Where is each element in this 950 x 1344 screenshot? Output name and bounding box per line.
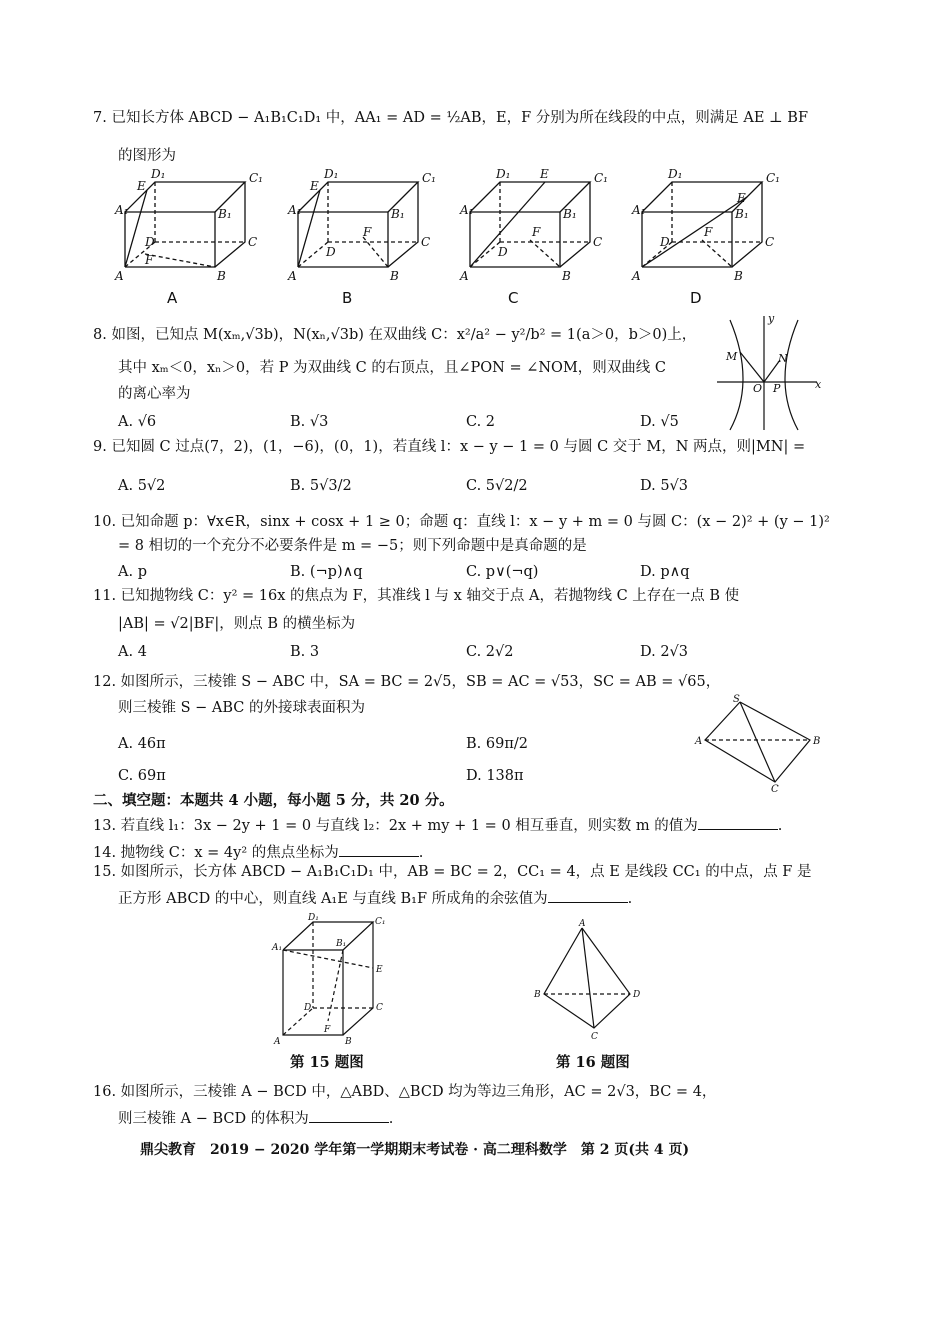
svg-text:A₁: A₁ — [272, 943, 283, 953]
svg-text:E: E — [310, 179, 319, 193]
q8-line3: 的离心率为 — [118, 386, 191, 402]
q10-line1: 10. 已知命题 p：∀x∈R，sinx + cosx + 1 ≥ 0；命题 q：直线 l：x − y + m = 0 与圆 C：(x − 2)² + (y − 1)² — [93, 514, 830, 530]
q7-line1: 7. 已知长方体 ABCD − A₁B₁C₁D₁ 中，AA₁ = AD = ½AB，E，F 分别为所在线段的中点，则满足 AE ⊥ BF — [93, 110, 809, 126]
q7-option-b-label: B — [342, 289, 353, 307]
q16-line2: 则三棱锥 A − BCD 的体积为 . — [118, 1108, 393, 1129]
q8-line1: 8. 如图，已知点 M(xₘ,√3b)，N(xₙ,√3b) 在双曲线 C：x²/a² − y²/b² = 1(a＞0，b＞0)上， — [93, 327, 697, 343]
svg-text:D₁: D₁ — [151, 167, 166, 181]
svg-text:A: A — [579, 919, 586, 929]
q8-option-a: A. √6 — [118, 414, 157, 430]
fig16-tetrahedron — [532, 919, 642, 1042]
q7-figure-c — [460, 167, 620, 283]
q7-line2: 的图形为 — [118, 148, 176, 164]
svg-text:D: D — [326, 245, 336, 259]
fig16-caption: 第 16 题图 — [556, 1054, 630, 1071]
q11-option-d: D. 2√3 — [640, 644, 689, 660]
svg-text:D₁: D₁ — [308, 913, 319, 923]
q13-line: 13. 若直线 l₁：3x − 2y + 1 = 0 与直线 l₂：2x + my + 1 = 0 相互垂直，则实数 m 的值为 . — [93, 815, 782, 836]
q11-line1: 11. 已知抛物线 C：y² = 16x 的焦点为 F，其准线 l 与 x 轴交于点 A，若抛物线 C 上存在一点 B 使 — [93, 588, 740, 604]
svg-text:D: D — [304, 1003, 312, 1013]
svg-text:C₁: C₁ — [594, 171, 608, 185]
svg-text:C: C — [376, 1003, 383, 1013]
q12-line2: 则三棱锥 S − ABC 的外接球表面积为 — [118, 700, 366, 716]
q15-line2: 正方形 ABCD 的中心，则直线 A₁E 与直线 B₁F 所成角的余弦值为 . — [118, 888, 632, 909]
q12-option-b: B. 69π/2 — [466, 736, 528, 752]
svg-text:B: B — [734, 269, 743, 283]
q10-option-a: A. p — [118, 564, 147, 580]
q7-option-a-label: A — [167, 289, 178, 307]
svg-text:B₁: B₁ — [336, 939, 347, 949]
q16-line1: 16. 如图所示，三棱锥 A − BCD 中，△ABD、△BCD 均为等边三角形，AC = 2√3，BC = 4， — [93, 1084, 717, 1100]
q7-figure-b — [288, 167, 448, 283]
svg-text:C₁: C₁ — [422, 171, 436, 185]
svg-text:D: D — [633, 990, 641, 1000]
svg-text:C: C — [771, 784, 779, 795]
svg-text:C₁: C₁ — [375, 917, 386, 927]
q16-answer-blank[interactable] — [309, 1108, 389, 1123]
q11-line2: |AB| = √2|BF|，则点 B 的横坐标为 — [118, 616, 356, 632]
fig15-caption: 第 15 题图 — [290, 1054, 364, 1071]
svg-text:A: A — [460, 269, 469, 283]
q15-line2-text: 正方形 ABCD 的中心，则直线 A₁E 与直线 B₁F 所成角的余弦值为 — [118, 891, 548, 907]
svg-text:B: B — [534, 990, 541, 1000]
q9-option-a: A. 5√2 — [118, 478, 166, 494]
svg-text:O: O — [753, 382, 763, 395]
q10-option-d: D. p∧q — [640, 564, 690, 580]
svg-text:D₁: D₁ — [324, 167, 339, 181]
svg-text:B: B — [345, 1037, 352, 1047]
q8-option-b: B. √3 — [290, 414, 329, 430]
svg-text:D: D — [660, 235, 670, 249]
svg-text:C₁: C₁ — [766, 171, 780, 185]
svg-text:A₁: A₁ — [632, 203, 646, 217]
q12-option-c: C. 69π — [118, 768, 166, 784]
svg-text:B₁: B₁ — [735, 207, 749, 221]
q11-option-c: C. 2√2 — [466, 644, 514, 660]
q12-line1: 12. 如图所示，三棱锥 S − ABC 中，SA = BC = 2√5，SB = AC = √53，SC = AB = √65， — [93, 674, 721, 690]
q8-hyperbola-figure — [712, 312, 822, 432]
svg-text:A₁: A₁ — [460, 203, 474, 217]
q7-figure-d — [632, 167, 792, 283]
q11-option-a: A. 4 — [118, 644, 147, 660]
q7-option-d-label: D — [690, 289, 702, 307]
svg-text:B₁: B₁ — [391, 207, 405, 221]
svg-text:B: B — [813, 736, 821, 747]
q10-option-c: C. p∨(¬q) — [466, 564, 539, 580]
svg-text:A: A — [274, 1037, 281, 1047]
q9-option-d: D. 5√3 — [640, 478, 689, 494]
q12-tetrahedron-figure — [695, 694, 825, 795]
svg-text:D: D — [498, 245, 508, 259]
q12-option-d: D. 138π — [466, 768, 524, 784]
q13-answer-blank[interactable] — [698, 815, 778, 830]
svg-text:A: A — [632, 269, 641, 283]
svg-text:B: B — [390, 269, 399, 283]
svg-text:F: F — [324, 1025, 331, 1035]
svg-text:F: F — [532, 225, 541, 239]
svg-text:F: F — [363, 225, 372, 239]
q16-line2-text: 则三棱锥 A − BCD 的体积为 — [118, 1111, 309, 1127]
svg-text:A₁: A₁ — [115, 203, 129, 217]
q14-line: 14. 抛物线 C：x = 4y² 的焦点坐标为 . — [93, 842, 423, 863]
svg-text:D: D — [145, 235, 155, 249]
svg-text:N: N — [778, 352, 788, 365]
svg-text:A₁: A₁ — [288, 203, 302, 217]
svg-text:x: x — [815, 378, 822, 391]
q11-option-b: B. 3 — [290, 644, 320, 660]
q15-answer-blank[interactable] — [548, 888, 628, 903]
svg-text:M: M — [726, 350, 738, 363]
svg-text:C: C — [765, 235, 775, 249]
svg-text:A: A — [115, 269, 124, 283]
q8-line2: 其中 xₘ＜0，xₙ＞0，若 P 为双曲线 C 的右顶点，且∠PON = ∠NOM，则双曲线 C — [118, 360, 666, 376]
svg-text:B₁: B₁ — [563, 207, 577, 221]
q7-option-c-label: C — [508, 289, 519, 307]
svg-text:D₁: D₁ — [496, 167, 511, 181]
svg-text:C₁: C₁ — [249, 171, 263, 185]
svg-text:C: C — [591, 1032, 598, 1042]
page-footer: 鼎尖教育 2019 − 2020 学年第一学期期末考试卷 · 高二理科数学 第 2 页(共 4 页) — [140, 1142, 690, 1158]
q9-line1: 9. 已知圆 C 过点(7，2)，(1，−6)，(0，1)，若直线 l：x − y − 1 = 0 与圆 C 交于 M，N 两点，则|MN| = — [93, 439, 806, 455]
q12-option-a: A. 46π — [118, 736, 166, 752]
svg-text:C: C — [421, 235, 431, 249]
svg-text:y: y — [768, 312, 775, 325]
svg-text:F: F — [145, 253, 154, 267]
svg-text:S: S — [733, 694, 740, 705]
svg-text:B: B — [562, 269, 571, 283]
fig15-cuboid — [268, 910, 408, 1045]
svg-text:B: B — [217, 269, 226, 283]
svg-text:A: A — [695, 736, 703, 747]
q13-text: 13. 若直线 l₁：3x − 2y + 1 = 0 与直线 l₂：2x + my + 1 = 0 相互垂直，则实数 m 的值为 — [93, 818, 698, 834]
svg-text:C: C — [593, 235, 603, 249]
q10-line2: = 8 相切的一个充分不必要条件是 m = −5；则下列命题中是真命题的是 — [118, 538, 587, 554]
svg-text:A: A — [288, 269, 297, 283]
q9-option-c: C. 5√2/2 — [466, 478, 528, 494]
svg-text:F: F — [704, 225, 713, 239]
svg-text:D₁: D₁ — [668, 167, 683, 181]
svg-text:E: E — [137, 179, 146, 193]
q10-option-b: B. (¬p)∧q — [290, 564, 363, 580]
q14-answer-blank[interactable] — [339, 842, 419, 857]
q9-option-b: B. 5√3/2 — [290, 478, 352, 494]
q8-option-d: D. √5 — [640, 414, 679, 430]
svg-text:E: E — [376, 965, 383, 975]
svg-text:B₁: B₁ — [218, 207, 232, 221]
section-2-heading: 二、填空题：本题共 4 小题，每小题 5 分，共 20 分。 — [93, 792, 454, 809]
svg-text:E: E — [737, 191, 746, 205]
svg-text:C: C — [248, 235, 258, 249]
svg-text:P: P — [773, 382, 781, 395]
q14-text: 14. 抛物线 C：x = 4y² 的焦点坐标为 — [93, 845, 339, 861]
q15-line1: 15. 如图所示，长方体 ABCD − A₁B₁C₁D₁ 中，AB = BC = 2，CC₁ = 4，点 E 是线段 CC₁ 的中点，点 F 是 — [93, 864, 812, 880]
q8-option-c: C. 2 — [466, 414, 496, 430]
svg-text:E: E — [540, 167, 549, 181]
q7-figure-a — [115, 167, 275, 283]
